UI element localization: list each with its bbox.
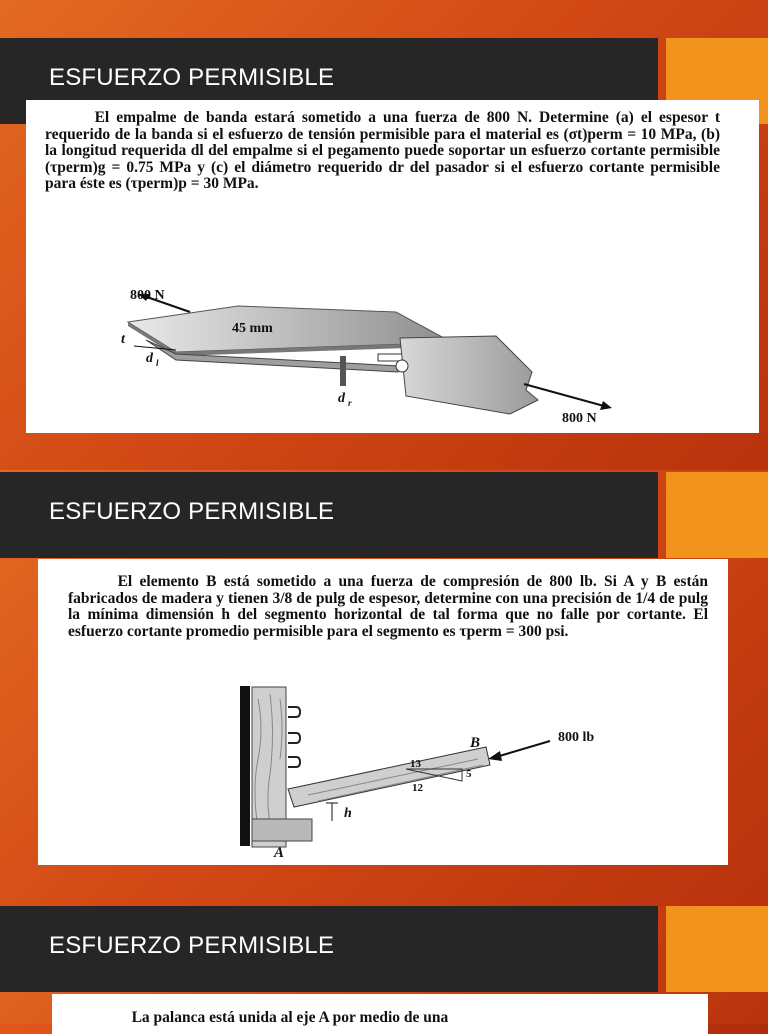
right-block <box>400 336 538 414</box>
slide-title: ESFUERZO PERMISIBLE <box>49 498 335 525</box>
slope-hyp: 13 <box>410 758 421 770</box>
problem-text: El empalme de banda estará sometido a una fuerza de 800 N. Determine (a) el espesor t requerido de la banda si el esfuerzo de tensión permisible para el material es (σt)perm = 10 MPa, (b) la longitud requerida dl del empalme si el pegamento puede soportar un esfuerzo cortante permisible (τperm)g = 0.75 MPa y (c) el diámetro requerido dr del pasador si el esfuerzo cortante permisible para éste es (τperm)p = 30 MPa. <box>45 109 720 192</box>
force-label-right: 800 N <box>562 411 597 426</box>
slide-title: ESFUERZO PERMISIBLE <box>49 64 335 91</box>
member-B <box>288 747 490 807</box>
problem-text: El elemento B está sometido a una fuerza de compresión de 800 lb. Si A y B están fabricados de madera y tienen 3/8 de pulg de espesor, determine con una precisión de 1/4 de pulg la mínima dimensión h del segmento horizontal de tal forma que no falle por cortante. El esfuerzo cortante promedio permisible para el segmento es τperm = 300 psi. <box>68 573 708 640</box>
width-label: 45 mm <box>232 321 273 336</box>
force-label-left: 800 N <box>130 288 165 303</box>
slide-title: ESFUERZO PERMISIBLE <box>49 932 335 959</box>
title-bar <box>0 906 658 992</box>
h-label: h <box>344 806 352 821</box>
force-label: 800 lb <box>558 730 595 745</box>
slope-rise: 5 <box>466 768 472 780</box>
slide-1 <box>0 0 768 470</box>
wood-bracket-figure <box>38 559 728 865</box>
force-arrow <box>496 741 550 757</box>
force-arrowhead <box>488 751 502 761</box>
length-label-sub: l <box>156 358 159 368</box>
pin <box>340 356 346 386</box>
b-label: B <box>470 735 481 751</box>
accent-block <box>666 906 768 992</box>
diameter-label: d <box>338 391 345 406</box>
accent-block <box>666 472 768 558</box>
a-label: A <box>274 845 285 861</box>
wall-post <box>240 686 250 846</box>
force-arrowhead-right <box>600 401 612 410</box>
thickness-label: t <box>121 332 125 347</box>
screws <box>288 707 300 767</box>
slide-3 <box>0 906 768 1024</box>
problem-panel <box>52 994 708 1034</box>
length-label: d <box>146 351 153 366</box>
force-arrow-right <box>524 384 604 406</box>
diameter-label-sub: r <box>348 398 352 408</box>
problem-text: La palanca está unida al eje A por medio de una <box>131 1009 449 1026</box>
belt-splice-figure <box>26 100 759 433</box>
problem-panel <box>38 559 728 865</box>
problem-panel <box>26 100 759 433</box>
slide-2 <box>0 470 768 906</box>
segment-A-base <box>252 819 312 841</box>
pin-hole <box>396 360 408 372</box>
title-bar <box>0 472 658 558</box>
slope-run: 12 <box>412 782 423 794</box>
